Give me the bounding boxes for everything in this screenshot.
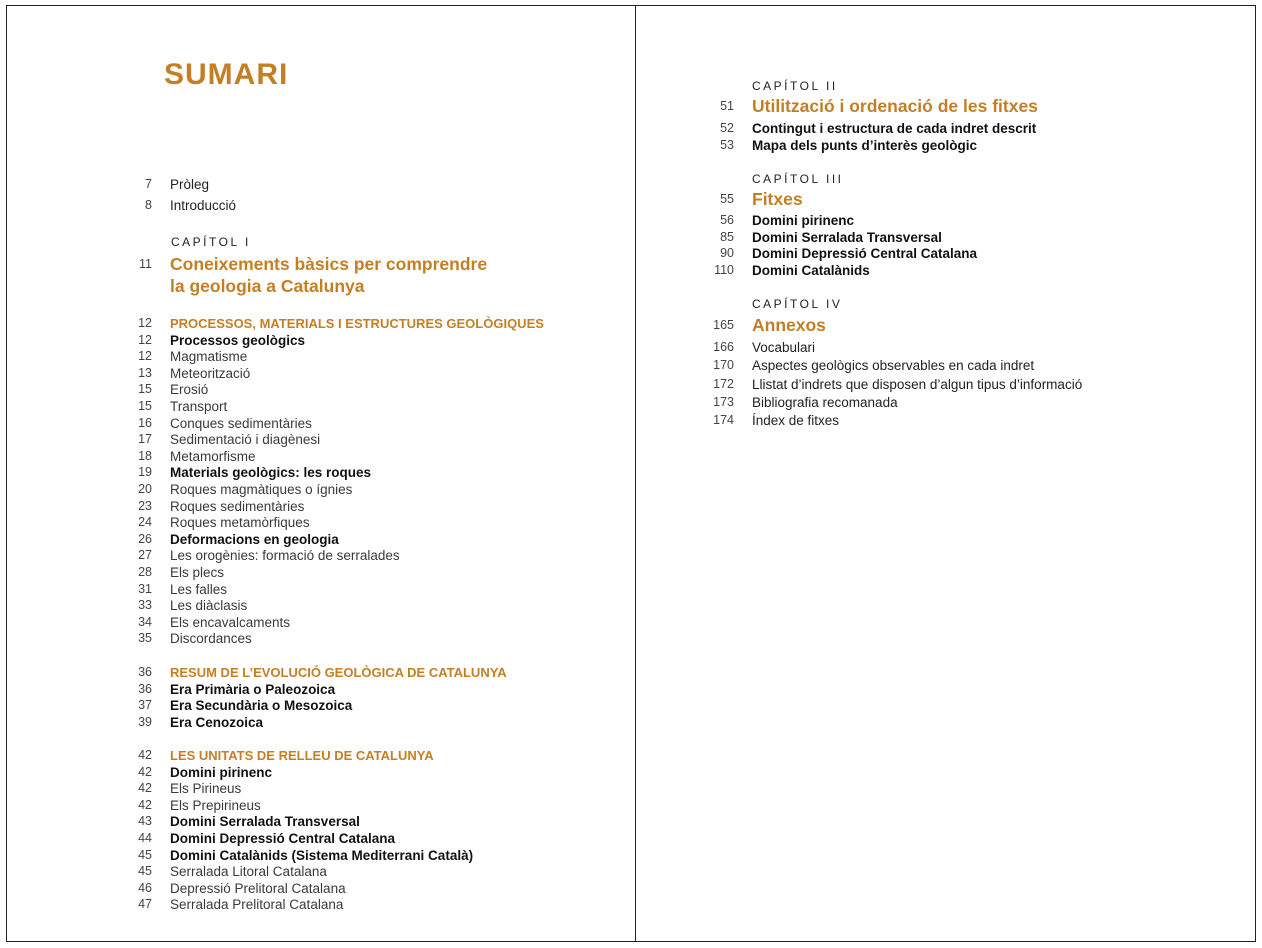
toc-page-number: 39 (138, 714, 152, 729)
toc-entry-title: Domini Catalànids (752, 262, 870, 278)
toc-entry-title: Roques magmàtiques o ígnies (170, 482, 353, 497)
toc-entry-title: Domini Serralada Transversal (170, 814, 360, 830)
toc-entry-title: LES UNITATS DE RELLEU DE CATALUNYA (170, 748, 434, 763)
chapter-label: CAPÍTOL II (752, 79, 838, 93)
toc-entry-title: Magmatisme (170, 349, 248, 365)
toc-entry-title: RESUM DE L’EVOLUCIÓ GEOLÒGICA DE CATALUNYA (170, 665, 507, 680)
chapter-label: CAPÍTOL III (752, 172, 844, 186)
toc-entry-title: Materials geològics: les roques (170, 465, 372, 481)
toc-page-number: 47 (138, 897, 152, 912)
toc-page-number: 36 (138, 665, 152, 679)
toc-page-number: 12 (138, 316, 152, 330)
toc-page-number: 12 (138, 332, 152, 347)
toc-entry-title: Roques sedimentàries (170, 498, 305, 514)
chapter-title: Fitxes (752, 189, 803, 209)
toc-entry-title: Roques metamòrfiques (170, 515, 310, 531)
toc-page-number: 16 (138, 415, 152, 430)
chapter-title-line2: la geologia a Catalunya (170, 276, 365, 296)
toc-entry-title: Deformacions en geologia (170, 531, 339, 547)
toc-page-number: 7 (145, 177, 152, 191)
toc-page-number: 44 (138, 831, 152, 845)
toc-page-number: 170 (713, 358, 734, 373)
toc-page-number: 110 (714, 262, 734, 277)
spread-divider (635, 5, 636, 942)
toc-page-number: 18 (138, 448, 152, 463)
toc-page-number: 42 (138, 797, 152, 812)
toc-entry-title: Mapa dels punts d’interès geològic (752, 137, 978, 153)
toc-entry-title: Les orogènies: formació de serralades (170, 548, 400, 564)
toc-entry-title: Domini Catalànids (Sistema Mediterrani Català) (170, 847, 474, 863)
chapter-title-line1: Coneixements bàsics per comprendre (170, 254, 488, 274)
toc-page-number: 15 (138, 382, 152, 397)
toc-entry-title: Pròleg (170, 177, 210, 192)
toc-page-number: 37 (138, 698, 152, 713)
toc-entry-title: Domini Serralada Transversal (752, 229, 942, 245)
toc-page-number: 28 (138, 565, 152, 579)
toc-entry-title: Introducció (170, 198, 237, 213)
toc-page-number: 166 (713, 340, 734, 354)
toc-page-number: 35 (138, 631, 152, 646)
toc-page-number: 27 (138, 548, 152, 563)
toc-page-number: 85 (720, 229, 734, 244)
page-title: SUMARI (164, 58, 289, 91)
toc-entry-title: Les falles (170, 581, 228, 597)
toc-entry-title: Erosió (170, 382, 209, 398)
toc-entry-title: Índex de fitxes (752, 413, 840, 429)
toc-page-number: 13 (138, 365, 152, 380)
toc-entry-title: Meteorització (170, 365, 251, 381)
toc-entry-title: PROCESSOS, MATERIALS I ESTRUCTURES GEOLÒGIQUES (170, 316, 544, 331)
toc-entry-title: Metamorfisme (170, 448, 256, 464)
toc-entry-title: Era Secundària o Mesozoica (170, 698, 353, 714)
toc-entry-title: Els plecs (170, 565, 225, 580)
toc-entry-title: Serralada Litoral Catalana (170, 864, 327, 880)
toc-entry-title: Conques sedimentàries (170, 415, 312, 431)
toc-page-number: 12 (138, 349, 152, 364)
toc-entry-title: Contingut i estructura de cada indret descrit (752, 121, 1037, 136)
toc-entry-title: Els Prepirineus (170, 797, 261, 813)
toc-entry-title: Llistat d’indrets que disposen d’algun tipus d’informació (752, 376, 1083, 392)
toc-page-number: 11 (139, 257, 152, 271)
toc-entry-title: Bibliografia recomanada (752, 394, 898, 410)
toc-entry-title: Domini Depressió Central Catalana (752, 246, 978, 261)
chapter-title: Utilització i ordenació de les fitxes (752, 96, 1038, 116)
toc-entry-title: Domini pirinenc (752, 213, 855, 228)
toc-page-number: 42 (138, 764, 152, 779)
toc-page-number: 55 (720, 192, 734, 206)
toc-entry-title: Aspectes geològics observables en cada indret (752, 358, 1035, 374)
toc-page-number: 34 (138, 614, 152, 629)
toc-page-number: 173 (713, 394, 734, 409)
toc-page-number: 172 (713, 376, 734, 391)
toc-page-number: 20 (138, 482, 152, 496)
toc-entry-title: Domini pirinenc (170, 764, 273, 780)
toc-page-number: 36 (138, 681, 152, 696)
toc-page-number: 56 (720, 213, 734, 227)
toc-entry-title: Les diàclasis (170, 598, 248, 614)
toc-page-number: 174 (713, 413, 734, 428)
chapter-label: CAPÍTOL I (171, 235, 251, 249)
toc-page-number: 45 (138, 847, 152, 862)
toc-page-number: 45 (138, 864, 152, 879)
toc-page-number: 31 (138, 581, 152, 596)
toc-entry-title: Sedimentació i diagènesi (170, 432, 321, 448)
toc-page-number: 165 (713, 318, 734, 332)
toc-page-number: 26 (138, 531, 152, 546)
toc-entry-title: Discordances (170, 631, 252, 647)
toc-page-number: 46 (138, 880, 152, 895)
toc-page-number: 24 (138, 515, 152, 530)
toc-page-number: 42 (138, 781, 152, 796)
toc-entry-title: Vocabulari (752, 340, 816, 355)
toc-entry-title: Serralada Prelitoral Catalana (170, 897, 344, 913)
toc-page-number: 15 (138, 399, 152, 413)
toc-entry-title: Era Primària o Paleozoica (170, 681, 336, 697)
toc-entry-title: Era Cenozoica (170, 714, 264, 730)
toc-page-number: 19 (138, 465, 152, 480)
toc-entry-title: Domini Depressió Central Catalana (170, 831, 396, 846)
toc-entry-title: Processos geològics (170, 332, 306, 348)
toc-page-number: 53 (720, 137, 734, 152)
toc-page-number: 23 (138, 498, 152, 513)
toc-entry-title: Depressió Prelitoral Catalana (170, 880, 346, 896)
toc-entry-title: Transport (170, 399, 228, 414)
toc-page-number: 90 (720, 246, 734, 260)
chapter-label: CAPÍTOL IV (752, 297, 843, 311)
toc-entry-title: Els Pirineus (170, 781, 242, 797)
chapter-title: Annexos (752, 315, 826, 335)
toc-page-number: 52 (720, 121, 734, 135)
toc-entry-title: Els encavalcaments (170, 614, 291, 630)
toc-page-number: 43 (138, 814, 152, 829)
toc-page-number: 17 (138, 432, 152, 447)
toc-page-number: 8 (145, 198, 152, 212)
toc-page-number: 51 (720, 99, 734, 113)
toc-page-number: 42 (138, 748, 152, 762)
toc-page-number: 33 (138, 598, 152, 613)
